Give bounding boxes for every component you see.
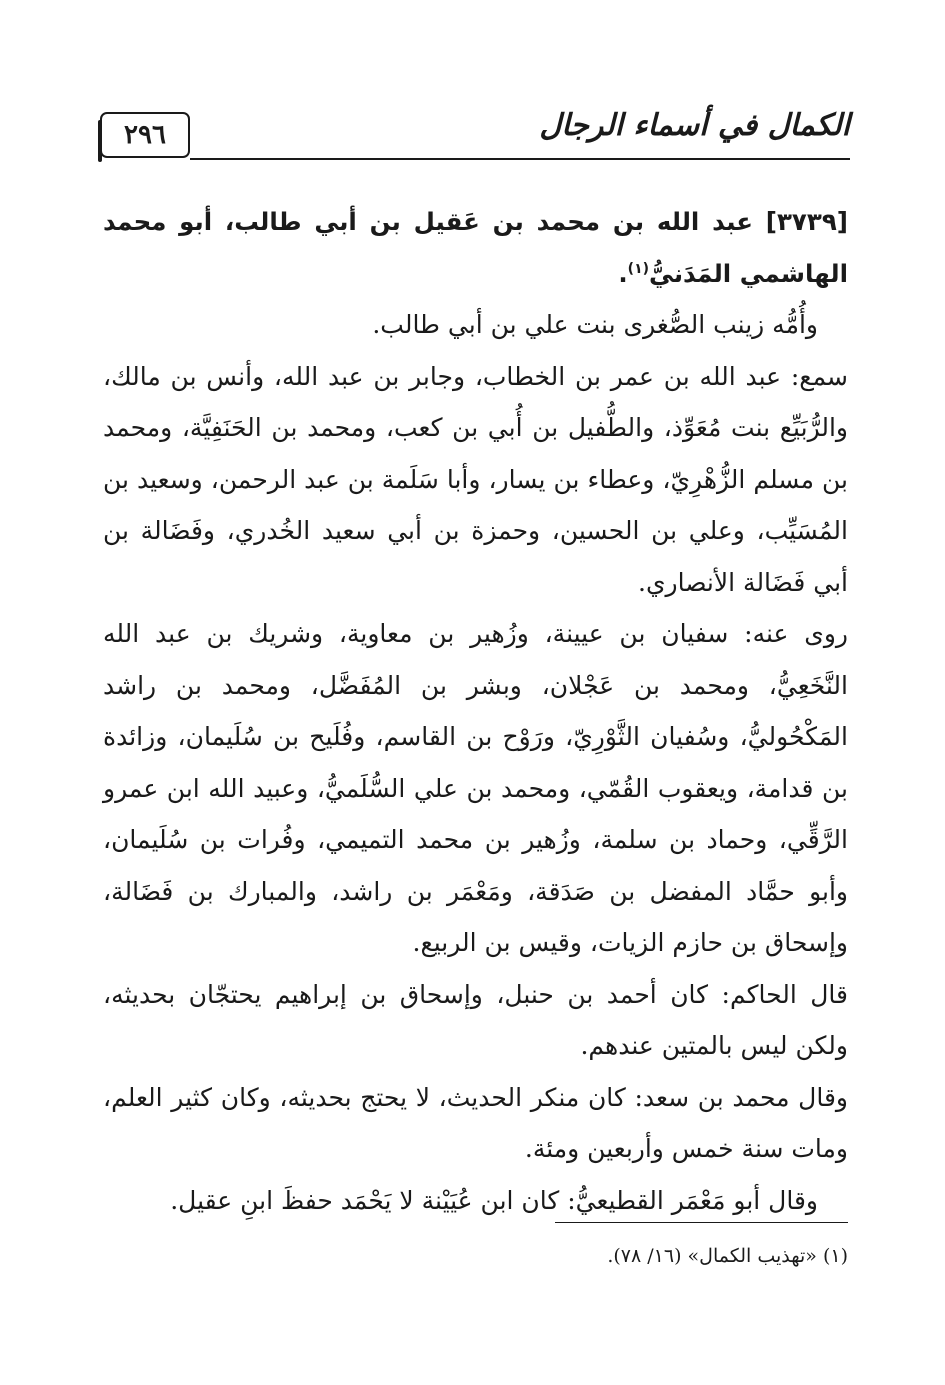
footnote-rule (555, 1222, 848, 1223)
entry-title: عبد الله بن محمد بن عَقيل بن أبي طالب، أبو محمد الهاشمي المَدَنيُّ (103, 207, 848, 288)
entry-heading: [٣٧٣٩] عبد الله بن محمد بن عَقيل بن أبي طالب، أبو محمد الهاشمي المَدَنيُّ$^{(١)}$. (103, 207, 848, 288)
main-text (103, 196, 848, 1226)
paragraph-mother: وأُمُّه زينب الصُّغرى بنت علي بن أبي طالب. (372, 310, 818, 339)
paragraph-teachers: سمع: عبد الله بن عمر بن الخطاب، وجابر بن عبد الله، وأنس بن مالك، والرُّبَيِّع بنت مُعَوِّذ، والطُّفيل بن أُبي بن كعب، ومحمد بن الحَنَفِيَّة، ومحمد بن مسلم الزُّهْرِيّ، وعطاء بن يسار، وأبا سَلَمة بن عبد الرحمن، وسعيد بن المُسَيِّب، وعلي بن الحسين، وحمزة بن أبي سعيد الخُدري، وفَضَالة بن أبي فَضَالة الأنصاري. (103, 361, 848, 597)
page-number: ٢٩٦ (124, 120, 166, 150)
footnote-reference: (١) (627, 260, 650, 277)
running-title: الكمال في أسماء الرجال (539, 108, 850, 143)
page-number-box (100, 112, 190, 158)
paragraph-ibn-saad: وقال محمد بن سعد: كان منكر الحديث، لا يحتج بحديثه، وكان كثير العلم، ومات سنة خمس وأربعين ومئة. (103, 1082, 848, 1163)
paragraph-students: روى عنه: سفيان بن عيينة، وزُهير بن معاوية، وشريك بن عبد الله النَّخَعِيُّ، ومحمد بن عَجْلان، وبشر بن المُفَضَّل، ومحمد بن راشد المَكْحُوليُّ، وسُفيان الثَّوْرِيّ، ورَوْح بن القاسم، وفُلَيح بن سُلَيمان، وزائدة بن قدامة، ويعقوب القُمّي، ومحمد بن علي السُّلَميُّ، وعبيد الله ابن عمرو الرَّقِّي، وحماد بن سلمة، وزُهير بن محمد التميمي، وفُرات بن سُلَيمان، وأبو حمَّاد المفضل بن صَدَقة، ومَعْمَر بن راشد، والمبارك بن فَضَالة، وإسحاق بن حازم الزيات، وقيس بن الربيع. (103, 619, 848, 957)
footnote: (١) «تهذيب الكمال» (١٦/ ٧٨). (607, 1245, 848, 1267)
entry-number: [٣٧٣٩] (765, 207, 848, 236)
paragraph-qatii: وقال أبو مَعْمَر القطيعيُّ: كان ابن عُيَيْنة لا يَحْمَد حفظَ ابنِ عقيل. (170, 1185, 818, 1215)
paragraph-hakim: قال الحاكم: كان أحمد بن حنبل، وإسحاق بن إبراهيم يحتجّان بحديثه، ولكن ليس بالمتين عندهم. (103, 979, 848, 1060)
header-rule (190, 158, 850, 160)
page-header (100, 100, 850, 166)
